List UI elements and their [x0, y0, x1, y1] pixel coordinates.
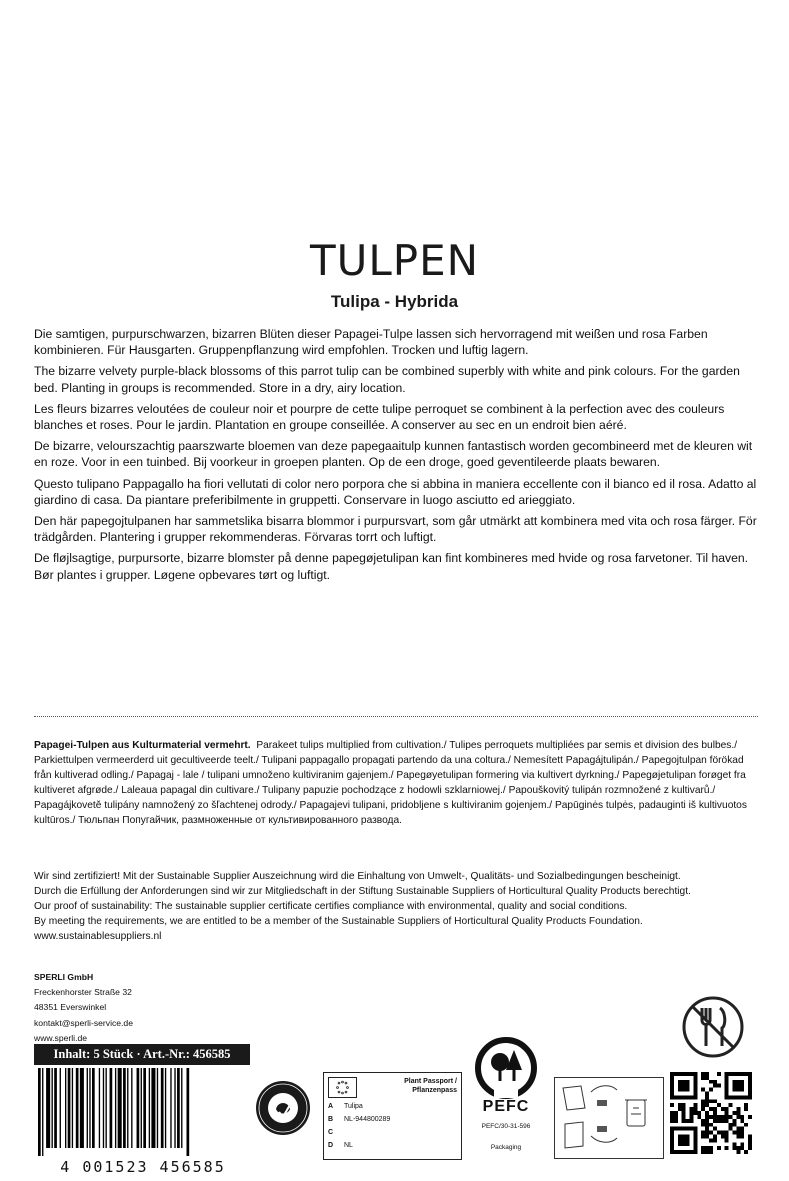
page-title: TULPEN — [309, 236, 480, 285]
cultivation-text: Parakeet tulips multiplied from cultivation./ Tulipes perroquets multipliées par semis et division des bulbes./ Parkiettulpen vermeerderd uit gecultiveerde teelt./ Tulipani pappagallo propagati partendo da una coltura./ Nemesített Papagájtulipán./ Papegojtulpan förökad från kultiverad odling./ Papagaj - lale / tulipani umnoženo kultiviranim gajenjem./ Papegøyetulipan formering via kultivert dyrkning./ Papegøjetulipan forøget fra kultiveret afgrøde./ Laleaua papagal din cultivare./ Tulipany papuzie pochodzące z hodowli szklarniowej./ Papouškovitý tulipán rozmnožené z kultivarů./ Papagájkovetě tulipány namnožený zo šľachtenej odrody./ Papagajevi tulipani, pridobljene s kultiviranim gojenjem./ Papūginės tulpės, padauginti iš kultivuotos kultūros./ Тюльпан Попугайчик, размноженные от культивированного развода. — [34, 740, 747, 827]
description-de: Die samtigen, purpurschwarzen, bizarren Blüten dieser Papagei-Tulpe lassen sich hervorragend mit weißen und rosa Farben kombinieren. Für Hausgarten. Gruppenpflanzung wird empfohlen. Trocken und luftig lagern. — [34, 327, 708, 358]
eu-flag-icon — [328, 1077, 357, 1098]
company-address — [34, 970, 133, 1046]
passport-row: D NL — [328, 1142, 353, 1149]
address-web: www.sperli.de — [34, 1032, 88, 1043]
not-for-consumption-icon — [680, 994, 746, 1060]
botanical-name: Tulipa - Hybrida — [330, 292, 459, 311]
address-email: kontakt@sperli-service.de — [34, 1017, 133, 1028]
description-en: The bizarre velvety purple-black blossoms of this parrot tulip can be combined superbly with white and pink colours. For the garden bed. Planting in groups is recommended. Store in a dry, airy location. — [34, 364, 740, 395]
description-sv: Den här papegojtulpanen har sammetslika bisarra blommor i purpursvart, som går utmärkt att kombinera med vita och rosa färger. För trädgården. Plantering i grupper rekommenderas. Förvaras torrt och luftigt. — [34, 514, 757, 545]
cert-line: Our proof of sustainability: The sustainable supplier certificate certifies compliance with environmental, quality and social conditions. — [34, 901, 628, 913]
address-city: 48351 Everswinkel — [34, 1002, 107, 1013]
passport-row: C — [328, 1129, 334, 1136]
cert-line: Durch die Erfüllung der Anforderungen sind wir zur Mitgliedschaft in der Stiftung Sustainable Suppliers of Horticultural Quality Products berechtigt. — [34, 886, 691, 898]
cert-line: By meeting the requirements, we are entitled to be a member of the Sustainable Suppliers of Horticultural Quality Products Foundation. — [34, 916, 643, 928]
recycling-instructions-icon — [554, 1077, 664, 1159]
cert-line: Wir sind zertifiziert! Mit der Sustainable Supplier Auszeichnung wird die Einhaltung von Umwelt-, Qualitäts- und Sozialbedingungen bescheinigt. — [34, 871, 681, 882]
barcode — [34, 1068, 252, 1156]
company-name: SPERLI GmbH — [34, 972, 94, 982]
description-da: De fløjlsagtige, purpursorte, bizarre blomster på denne papegøjetulipan kan fint kombineres med hvide og rosa farvetoner. Til haven. Bør plantes i grupper. Løgene opbevares tørt og luftigt. — [34, 551, 749, 582]
passport-row: A Tulipa — [328, 1103, 363, 1110]
content-article-bar: Inhalt: 5 Stück · Art.-Nr.: 456585 — [34, 1044, 250, 1065]
certification-block — [34, 869, 759, 944]
pefc-name: PEFC — [482, 1098, 530, 1115]
cultivation-note — [34, 738, 759, 829]
description-block — [34, 326, 759, 588]
barcode-number: 4 001523 456585 — [60, 1158, 226, 1176]
sustainable-supplier-seal-icon — [254, 1079, 312, 1137]
plant-passport — [323, 1072, 462, 1160]
packaging-label: Packaging — [490, 1144, 522, 1151]
description-it: Questo tulipano Pappagallo ha fiori vellutati di color nero porpora che si abbina in maniera eccellente con il bianco ed il rosa. Adatto al giardino di casa. Da piantare preferibilmente in gruppetti. Conservare in luogo asciutto ed arieggiato. — [34, 476, 757, 507]
description-nl: De bizarre, velourszachtig paarszwarte bloemen van deze papegaaitulp kunnen fantastisch worden gecombineerd met de kleuren wit en roze. Voor in een tuinbed. Bij voorkeur in groepen planten. Op de een droge, goed geventileerde plaats bewaren. — [34, 439, 753, 470]
passport-row: B NL-944800289 — [328, 1116, 391, 1123]
dotted-divider — [34, 716, 758, 717]
description-fr: Les fleurs bizarres veloutées de couleur noir et pourpre de cette tulipe perroquet se combinent à la perfection avec des couleurs blanches et roses. Pour le jardin. Plantation en groupe conseillée. A conserver au sec en un endroit bien aéré. — [34, 401, 725, 433]
cert-website: www.sustainablesuppliers.nl — [34, 931, 162, 943]
address-street: Freckenhorster Straße 32 — [34, 987, 132, 998]
pefc-code: PEFC/30-31-596 — [481, 1123, 531, 1130]
cultivation-lead: Papagei-Tulpen aus Kulturmaterial vermehrt. — [34, 740, 251, 751]
qr-code-icon — [670, 1072, 752, 1154]
plant-passport-title: Plant Passport / Pflanzenpass — [404, 1078, 457, 1094]
